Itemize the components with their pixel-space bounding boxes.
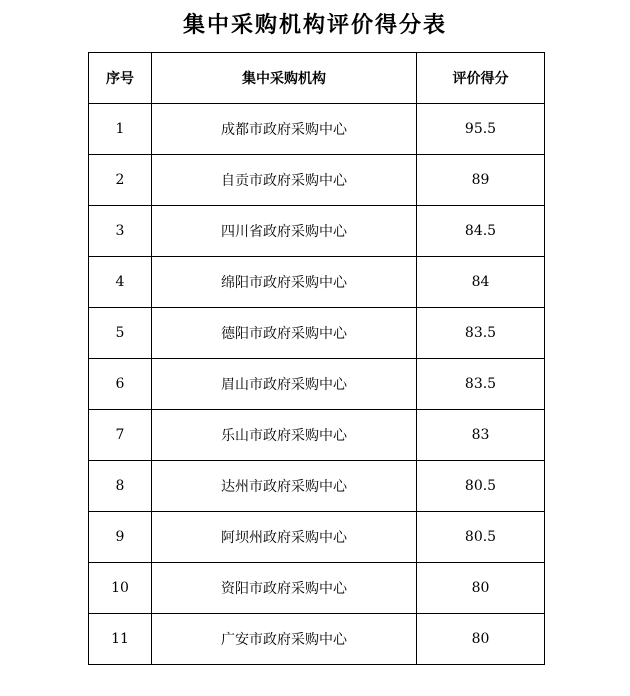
cell-org: 德阳市政府采购中心 [152, 308, 417, 359]
cell-score: 84 [417, 257, 545, 308]
header-org: 集中采购机构 [152, 53, 417, 104]
cell-score: 83.5 [417, 308, 545, 359]
table-row [89, 512, 545, 563]
table-row [89, 563, 545, 614]
table-row [89, 104, 545, 155]
cell-score: 80 [417, 563, 545, 614]
cell-org: 成都市政府采购中心 [152, 104, 417, 155]
cell-seq: 11 [89, 614, 152, 665]
cell-seq: 3 [89, 206, 152, 257]
table-row [89, 308, 545, 359]
cell-score: 80 [417, 614, 545, 665]
table-row [89, 257, 545, 308]
table-row [89, 614, 545, 665]
cell-org: 四川省政府采购中心 [152, 206, 417, 257]
cell-org: 达州市政府采购中心 [152, 461, 417, 512]
table-row [89, 155, 545, 206]
cell-seq: 7 [89, 410, 152, 461]
cell-seq: 1 [89, 104, 152, 155]
cell-seq: 10 [89, 563, 152, 614]
cell-score: 84.5 [417, 206, 545, 257]
table-row [89, 410, 545, 461]
table-row [89, 461, 545, 512]
table-body [89, 104, 545, 665]
cell-seq: 8 [89, 461, 152, 512]
header-seq: 序号 [89, 53, 152, 104]
cell-score: 95.5 [417, 104, 545, 155]
cell-seq: 5 [89, 308, 152, 359]
cell-seq: 6 [89, 359, 152, 410]
cell-org: 绵阳市政府采购中心 [152, 257, 417, 308]
cell-score: 80.5 [417, 461, 545, 512]
cell-seq: 9 [89, 512, 152, 563]
cell-org: 广安市政府采购中心 [152, 614, 417, 665]
cell-org: 眉山市政府采购中心 [152, 359, 417, 410]
cell-seq: 2 [89, 155, 152, 206]
cell-score: 83.5 [417, 359, 545, 410]
cell-score: 80.5 [417, 512, 545, 563]
page-title: 集中采购机构评价得分表 [182, 12, 447, 38]
cell-score: 89 [417, 155, 545, 206]
header-row [89, 53, 545, 104]
cell-seq: 4 [89, 257, 152, 308]
cell-org: 自贡市政府采购中心 [152, 155, 417, 206]
header-score: 评价得分 [417, 53, 545, 104]
cell-score: 83 [417, 410, 545, 461]
cell-org: 资阳市政府采购中心 [152, 563, 417, 614]
table-row [89, 359, 545, 410]
table-row [89, 206, 545, 257]
table-header [89, 53, 545, 104]
cell-org: 乐山市政府采购中心 [152, 410, 417, 461]
score-table [88, 52, 545, 665]
cell-org: 阿坝州政府采购中心 [152, 512, 417, 563]
